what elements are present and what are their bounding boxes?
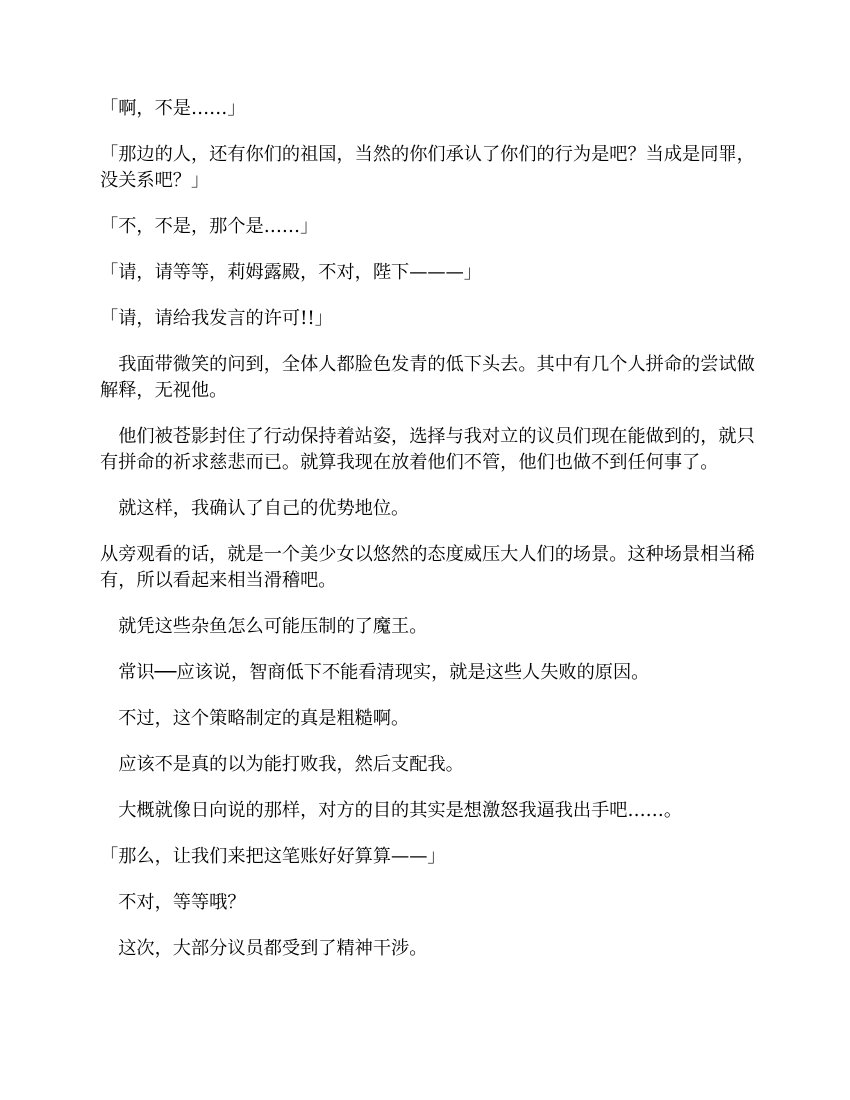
paragraph: 我面带微笑的问到，全体人都脸色发青的低下头去。其中有几个人拼命的尝试做解释，无视他。 — [100, 354, 755, 401]
paragraph: 「那么，让我们来把这笔账好好算算——」 — [100, 846, 446, 867]
paragraph: 就这样，我确认了自己的优势地位。 — [118, 498, 410, 519]
paragraph: 就凭这些杂鱼怎么可能压制的了魔王。 — [118, 616, 428, 637]
paragraph: 从旁观看的话，就是一个美少女以悠然的态度威压大人们的场景。这种场景相当稀有，所以看起来相当滑稽吧。 — [100, 544, 755, 591]
paragraph: 「请，请给我发言的许可!!」 — [100, 308, 333, 329]
paragraph: 不过，这个策略制定的真是粗糙啊。 — [118, 708, 410, 729]
paragraph: 「那边的人，还有你们的祖国，当然的你们承认了你们的行为是吧？当成是同罪，没关系吧？」 — [100, 144, 755, 191]
paragraph: 应该不是真的以为能打败我，然后支配我。 — [118, 754, 464, 775]
paragraph: 「啊，不是……」 — [100, 98, 246, 119]
paragraph: 「不，不是，那个是……」 — [100, 216, 319, 237]
body-text — [100, 96, 755, 982]
paragraph: 常识──应该说，智商低下不能看清现实，就是这些人失败的原因。 — [118, 662, 650, 683]
paragraph: 他们被苍影封住了行动保持着站姿，选择与我对立的议员们现在能做到的，就只有拼命的祈求慈悲而已。就算我现在放着他们不管，他们也做不到任何事了。 — [100, 426, 755, 473]
paragraph: 这次，大部分议员都受到了精神干涉。 — [118, 938, 428, 959]
paragraph: 「请，请等等，莉姆露殿，不对，陛下———」 — [100, 262, 482, 283]
paragraph: 不对，等等哦？ — [118, 892, 246, 913]
paragraph: 大概就像日向说的那样，对方的目的其实是想激怒我逼我出手吧……。 — [118, 800, 683, 821]
